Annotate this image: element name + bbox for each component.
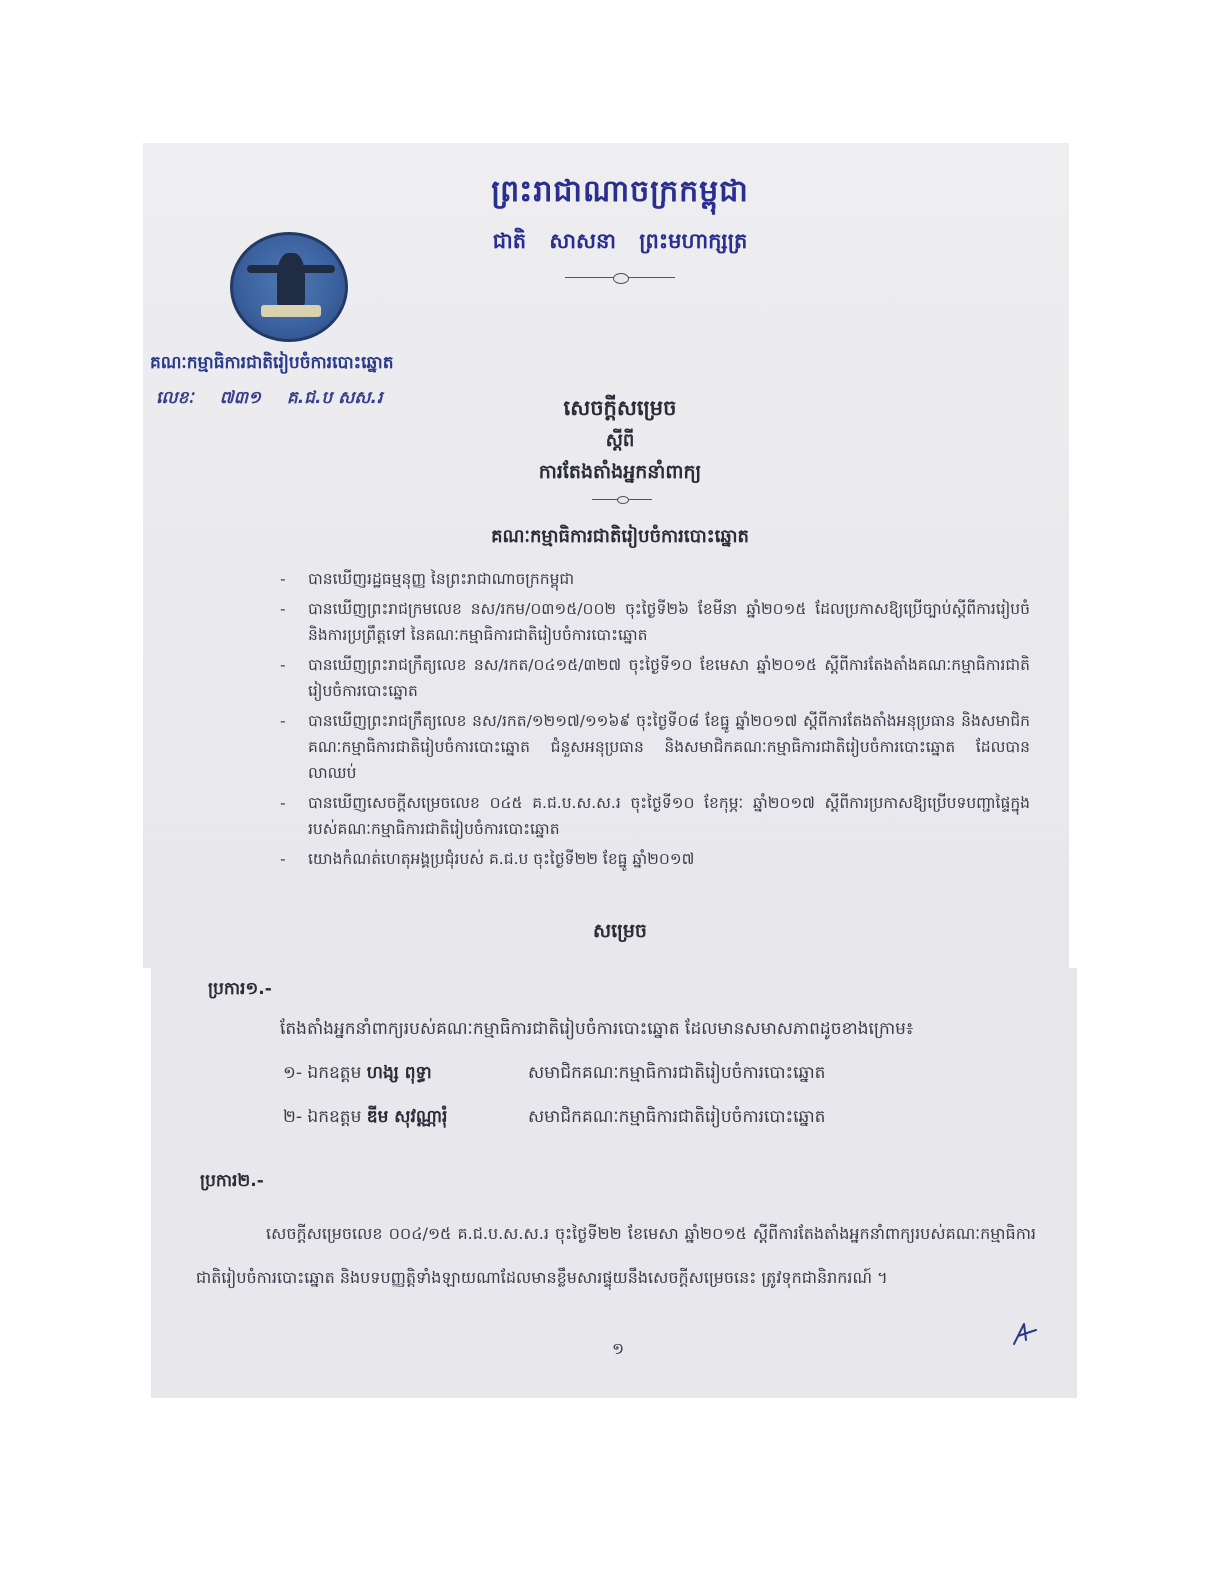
ref-code: គ.ជ.ប សស.រ bbox=[286, 388, 383, 408]
recitals-list bbox=[280, 566, 1030, 876]
article-1-text: តែងតាំងអ្នកនាំពាក្យរបស់គណៈកម្មាធិការជាតិរៀបចំការបោះឆ្នោត ដែលមានសមាសភាពដូចខាងក្រោម៖ bbox=[280, 1019, 914, 1039]
reference-number bbox=[156, 387, 476, 412]
member-name: ឌីម សុវណ្ណារុំ bbox=[366, 1107, 448, 1127]
document-title-about: ស្តីពី bbox=[605, 430, 635, 451]
member-title: ឯកឧត្តម bbox=[307, 1107, 362, 1127]
member-number: ២- bbox=[283, 1107, 303, 1127]
issuing-organization: គណៈកម្មាធិការជាតិរៀបចំការបោះឆ្នោត bbox=[150, 353, 394, 373]
member-1-role: សមាជិកគណៈកម្មាធិការជាតិរៀបចំការបោះឆ្នោត bbox=[528, 1063, 826, 1083]
article-2-text: សេចក្តីសម្រេចលេខ ០០៤/១៥ គ.ជ.ប.ស.ស.រ ចុះថ្ងៃទី២២ ខែមេសា ឆ្នាំ២០១៥ ស្តីពីការតែងតាំងអ្នកនាំពាក្យរបស់គណៈកម្មាធិការជាតិរៀបចំការបោះឆ្នោត និងបទបញ្ញត្តិទាំងឡាយណាដែលមានខ្លឹមសារផ្ទុយនឹងសេចក្តីសម្រេចនេះ ត្រូវទុកជានិរាករណ៍ ។ bbox=[196, 1224, 1036, 1287]
document-subject: ការតែងតាំងអ្នកនាំពាក្យ bbox=[538, 461, 702, 483]
member-1 bbox=[283, 1062, 432, 1087]
ornament-divider-small bbox=[592, 496, 652, 504]
recital-item: - បានឃើញព្រះរាជក្រឹត្យលេខ នស/រកត/០៤១៥/៣២៧ ចុះថ្ងៃទី១០ ខែមេសា ឆ្នាំ២០១៥ ស្តីពីការតែងតាំងគណៈកម្មាធិការជាតិរៀបចំការបោះឆ្នោត bbox=[280, 652, 1030, 704]
ornament-divider bbox=[565, 272, 675, 284]
member-2 bbox=[283, 1106, 447, 1131]
recital-item: - បានឃើញព្រះរាជក្រមលេខ នស/រកម/០៣១៥/០០២ ចុះថ្ងៃទី២៦ ខែមីនា ឆ្នាំ២០១៥ ដែលប្រកាសឱ្យប្រើច្បាប់ស្តីពីការរៀបចំ និងការប្រព្រឹត្តទៅ នៃគណៈកម្មាធិការជាតិរៀបចំការបោះឆ្នោត bbox=[280, 596, 1030, 648]
committee-heading: គណៈកម្មាធិការជាតិរៀបចំការបោះឆ្នោត bbox=[491, 526, 749, 547]
election-commission-seal-icon bbox=[230, 232, 348, 342]
recital-item: - បានឃើញសេចក្តីសម្រេចលេខ ០៤៥ គ.ជ.ប.ស.ស.រ ចុះថ្ងៃទី១០ ខែកុម្ភៈ ឆ្នាំ២០១៧ ស្តីពីការប្រកាសឱ្យប្រើបទបញ្ជាផ្ទៃក្នុងរបស់គណៈកម្មាធិការជាតិរៀបចំការបោះឆ្នោត bbox=[280, 790, 1030, 842]
ref-number: ៧៣១ bbox=[219, 388, 261, 408]
decision-heading: សម្រេច bbox=[593, 920, 647, 942]
initial-signature-icon bbox=[1010, 1318, 1040, 1348]
scan-edge bbox=[143, 968, 151, 1398]
kingdom-heading: ព្រះរាជាណាចក្រកម្ពុជា bbox=[491, 174, 749, 209]
member-number: ១- bbox=[283, 1063, 303, 1083]
recital-item: - យោងកំណត់ហេតុអង្គប្រជុំរបស់ គ.ជ.ប ចុះថ្ងៃទី២២ ខែធ្នូ ឆ្នាំ២០១៧ bbox=[280, 846, 1030, 872]
article-2-heading: ប្រការ២.- bbox=[200, 1171, 264, 1191]
article-1-heading: ប្រការ១.- bbox=[208, 979, 272, 999]
document-title: សេចក្តីសម្រេច bbox=[563, 396, 677, 420]
page-number: ១ bbox=[612, 1339, 625, 1358]
recital-item: - បានឃើញព្រះរាជក្រឹត្យលេខ នស/រកត/១២១៧/១១៦៩ ចុះថ្ងៃទី០៨ ខែធ្នូ ឆ្នាំ២០១៧ ស្តីពីការតែងតាំងអនុប្រធាន និងសមាជិកគណៈកម្មាធិការជាតិរៀបចំការបោះឆ្នោត ជំនួសអនុប្រធាន និងសមាជិកគណៈកម្មាធិការជាតិរៀបចំការបោះឆ្នោត ដែលបានលាឈប់ bbox=[280, 708, 1030, 786]
ref-label: លេខៈ bbox=[156, 388, 194, 408]
member-title: ឯកឧត្តម bbox=[307, 1063, 362, 1083]
recital-item: - បានឃើញរដ្ឋធម្មនុញ្ញ នៃព្រះរាជាណាចក្រកម្ពុជា bbox=[280, 566, 1030, 592]
member-2-role: សមាជិកគណៈកម្មាធិការជាតិរៀបចំការបោះឆ្នោត bbox=[528, 1107, 826, 1127]
national-motto: ជាតិ សាសនា ព្រះមហាក្សត្រ bbox=[492, 229, 748, 253]
member-name: ហង្ស ពុទ្ធា bbox=[366, 1063, 432, 1083]
